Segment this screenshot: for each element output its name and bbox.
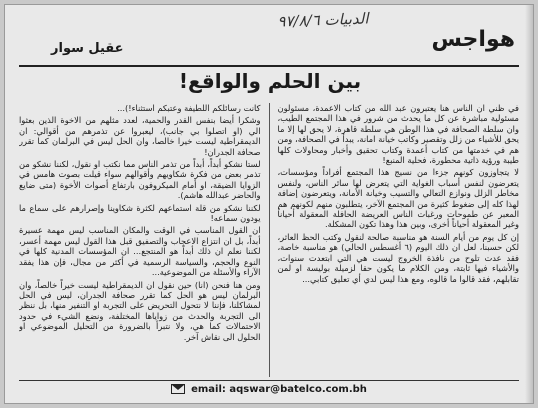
paragraph: لستا نشكو أبداً، أبداً من تذمر الناس مما نكتب او نقول، لكننا نشكو من تذمر بعض من فكرة شكاويهم وأقوالهم سواء قيلت بصوت هامس في الزوايا الضيقة، او أمام الميكروفون بارتفاع أصوات الأخوة (متى ضايع والحاضر عبدالله هاشم). <box>19 159 261 201</box>
paragraph: ان القول المناسب في الوقت والمكان المناسب ليس مهمة عسيرة أبداً، بل ان انتزاع الاعجاب والتصفيق قبل هذا القول ليس مهمة أعسر، لكننا نعلم ان ذلك أبداً هو المنتجع... ان المؤسسات المدنية كلها في النوع والحجم، والسياسة الرسمية في أكثر من مجال، فإن هذا يفقد الآراء والأسئلة من الموضوعية... <box>19 225 261 278</box>
newspaper-clipping <box>4 4 534 404</box>
article-columns <box>19 103 519 377</box>
column-title: هواجس <box>431 27 515 52</box>
paragraph: في ظني ان الناس هنا يعتبرون عبد الله من كتاب الاعمدة، مسئولون مسئولية مباشرة عن كل ما يحدث من شرور في هذا المجتمع الطيب، وان سلطة الصحافة في هذا الوطن هي سلطة قاهرة، لا يحق لها إلا ما يحق للأشياء من زلل وتقصير وكاتب خيانة امانة، يبدأ في الصحافة، ومن هم في خدمتها من كتاب أعمدة وكتاب تحقيق وأخبار ومحاولات كلها طيبة ورؤية ذاتية محطورة، فحلية المنبع! <box>277 103 519 166</box>
author-email <box>19 380 519 397</box>
article-headline: بين الحلم والواقع! <box>178 69 362 93</box>
envelope-icon <box>171 384 185 394</box>
scan-shadow <box>525 5 533 403</box>
paragraph: وشكرا أيضا بنفس القدر والحمية، لعدد مثلهم من الاخوة الذين بعثوا الي (او اتصلوا بي جانب)، ليعبروا عن تذمرهم من أقوالي: ان الديمقراطية ليست خيرا خالصا، وان الحل ليس في البرلمان كما تقرر صحافة الجدران! <box>19 115 261 157</box>
email-text: email: aqswar@batelco.com.bh <box>191 383 367 395</box>
header-rule <box>19 65 519 67</box>
column-divider <box>269 103 270 377</box>
article-column-left <box>19 103 261 377</box>
paragraph: كانت رسائلكم اللطيفة وعتبكم استثناء!)... <box>117 103 261 113</box>
paragraph: لا يتجاوزون كونهم جزءا من نسيج هذا المجتمع أفراداً ومؤسسات، يتعرضون لنفس أسباب الغواية التي يتعرض لها سائر الناس، ولنفس مخاطر الزلل ونوازع التعالي والتسيب وخيانة الأمانة، ويتعرضون إضافة لهذا كله إلى ضغوط كثيرة من المجتمع الآخر، يتطلبون منهم لكونهم هم المعبر عن طموحات ورغبات الناس العريضة الحافلة المعقولة أحياناً وغير المعقولة أحياناً أخرى، وبين هذا وهذا تكون المشكلة. <box>277 167 519 230</box>
author-name: عقيل سوار <box>51 41 124 56</box>
paragraph: إن كل يوم من أيام السنة هو مناسبة صالحة لنقول وكتب الحظ العاثر، لكن حسبنا، لعل ان ذلك اليوم (٦ أغسطس الحالي) هو مناسبة خاصة، فقد عدت تلوح من نافذة الخروج ليست هي التي ابتعدت سنوات، والأشياء فيها ثابتة، ومن الكلام ما يكون حقا لزميلة بوليسة او لمن تقابلهم، فقد قالوا ما قالوه، ومع هذا ليس لدي أي تعليق كتابي... <box>277 231 519 284</box>
article-column-right <box>278 103 520 377</box>
paragraph: ومن هنا فنحن (انا) حين نقول ان الديمقراطية ليست خيراً خالصاً، وان البرلمان ليس هو الحل كما تقرر صحافة الجدران، ليس في الحل لمشاكلنا، فإننا لا نتحول التحريض على التجربة او التنفير منها، بل ننظر الى التجربة والحدث من زواياها المختلفة، ونضع الشيء في حدود الاحتمالات كما هي، ولا نتبرأ بالضرورة من التحليل الموضوعي او الحلول الى نقاش آخر. <box>19 279 261 342</box>
paragraph: لكننا نشكو من قلة استماعهم لكثرة شكاوينا وإصرارهم على سماع ما يودون سماعه! <box>19 202 261 224</box>
handwritten-date: الدبيات ٩٧/٨/٦ <box>277 9 369 31</box>
